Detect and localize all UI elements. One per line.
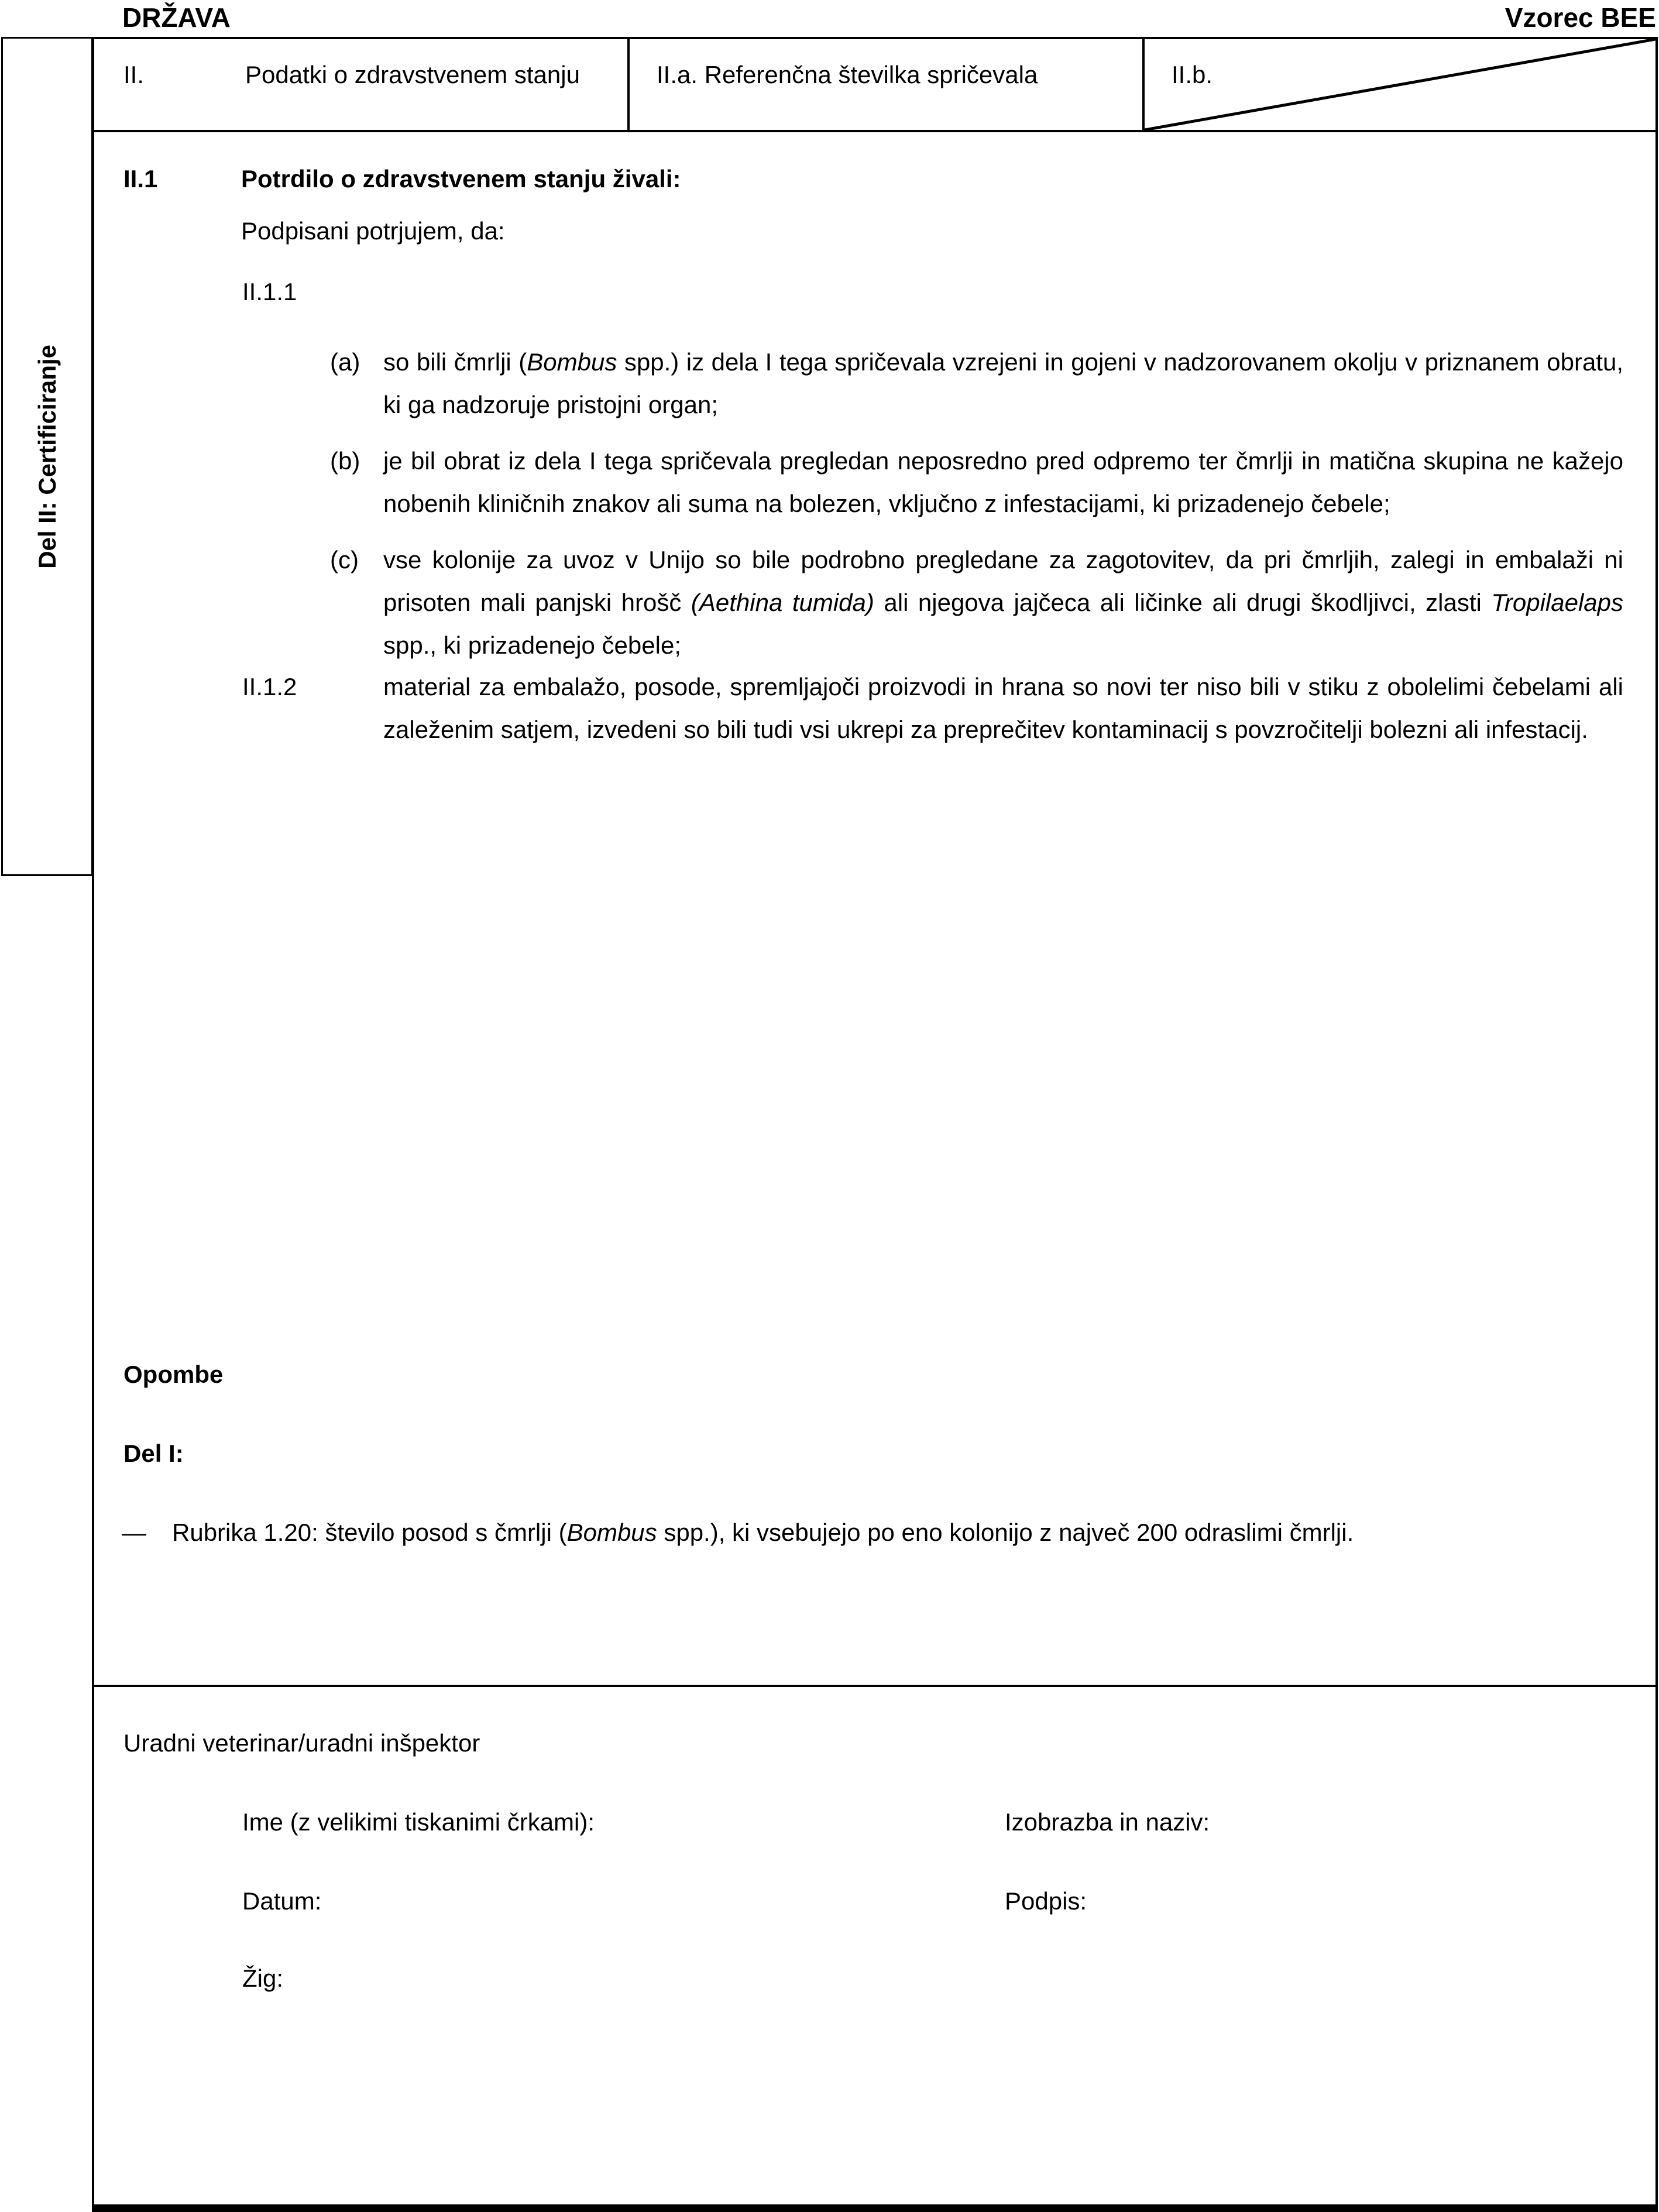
notes-part1-label: Del I: [123,1440,184,1467]
cell-reference-number [627,39,1142,130]
signature-label: Podpis: [1005,1887,1087,1915]
section-ii1-title: Potrdilo o zdravstvenem stanju živali: [241,165,681,193]
clause-ii12-number: II.1.2 [242,673,297,700]
part-ii-strip-label: Del II: Certificiranje [33,344,61,569]
cell-health-info-label: Podatki o zdravstvenem stanju [245,61,580,88]
note-item-text: Rubrika 1.20: število posod s čmrlji (Bombus spp.), ki vsebujejo po eno kolonijo z največ 200 odraslimi čmrlji. [172,1519,1354,1546]
qualification-label: Izobrazba in naziv: [1005,1808,1210,1836]
official-title: Uradni veterinar/uradni inšpektor [123,1729,480,1757]
clause-item-text-b: je bil obrat iz dela I tega spričevala pregledan neposredno pred odpremo ter čmrlji in matična skupina ne kažejo nobenih kliničnih znakov ali suma na bolezen, vključno z infestacijami, ki prizadenejo čebele; [383,447,1623,517]
certification-intro-text: Podpisani potrjujem, da: [241,217,505,245]
clause-item-marker-b: (b) [330,447,360,475]
clause-ii11-number: II.1.1 [242,278,297,305]
info-header-row [94,39,1655,132]
clause-item-marker-a: (a) [330,348,360,376]
country-label: DRŽAVA [122,2,231,33]
cell-iib [1142,39,1655,130]
name-label: Ime (z velikimi tiskanimi črkami): [242,1808,595,1836]
clause-item-marker-c: (c) [330,546,359,573]
clause-ii12-text: material za embalažo, posode, spremljajoči proizvodi in hrana so novi ter niso bili v stiku z obolelimi čebelami ali zaleženim satjem, izvedeni so bili tudi vsi ukrepi za preprečitev kontaminacij s povzročitelji bolezni ali infestacij. [383,673,1623,743]
diagonal-strikethrough-line [1145,39,1655,130]
section-ii1-number: II.1 [123,165,158,193]
note-item-dash: — [122,1519,146,1546]
clause-item-text-c: vse kolonije za uvoz v Unijo so bile podrobno pregledane za zagotovitev, da pri čmrljih, zalegi in embalaži ni prisoten mali panjski hrošč (Aethina tumida) ali njegova jajčeca ali ličinke ali drugi škodljivci, zlasti Tropilaelaps spp., ki prizadenejo čebele; [383,546,1623,659]
model-label: Vzorec BEE [1505,2,1656,33]
stamp-label: Žig: [242,1964,284,1992]
certificate-box [92,37,1658,2212]
cell-health-info [94,39,627,130]
cell-reference-number-label: II.a. Referenčna številka spričevala [657,61,1038,88]
clause-item-text-a: so bili čmrlji (Bombus spp.) iz dela I tega spričevala vzrejeni in gojeni v nadzorovanem okolju v priznanem obratu, ki ga nadzoruje pristojni organ; [383,348,1623,418]
part-ii-strip [1,37,93,876]
signature-section-divider [94,1685,1655,1687]
cell-iib-label: II.b. [1172,61,1213,88]
notes-title: Opombe [123,1361,224,1388]
date-label: Datum: [242,1887,322,1915]
cell-health-info-code: II. [123,61,145,88]
